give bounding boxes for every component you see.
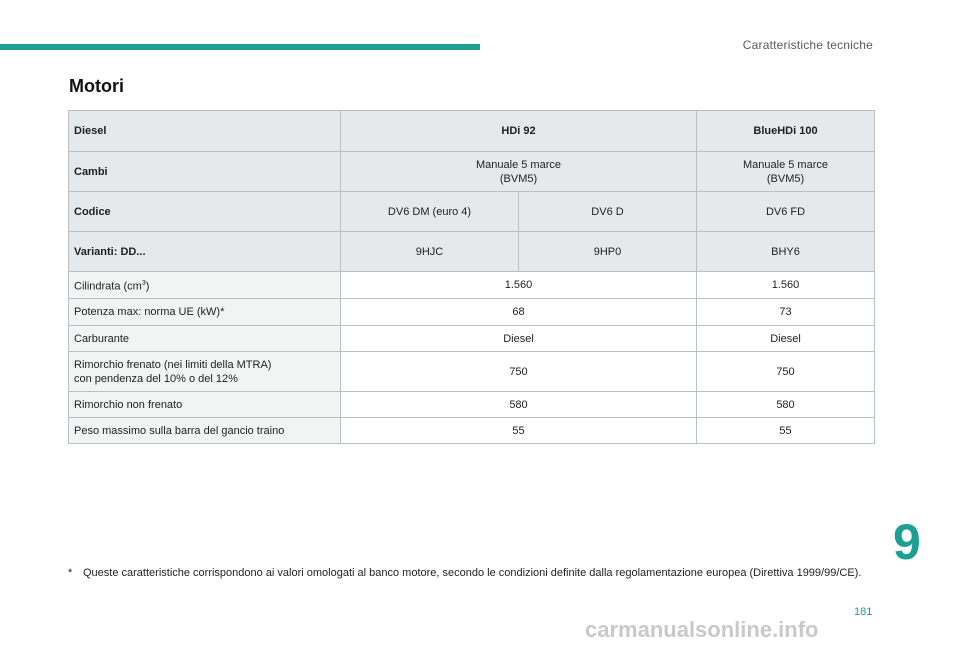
- page-number: 181: [854, 606, 873, 618]
- row-label: Rimorchio non frenato: [69, 392, 341, 418]
- table-cell: DV6 D: [519, 192, 697, 232]
- table-cell: HDi 92: [341, 111, 697, 152]
- row-label: Diesel: [69, 111, 341, 152]
- table-cell: BHY6: [697, 232, 875, 272]
- table-cell: 750: [341, 352, 697, 392]
- row-label: Varianti: DD...: [69, 232, 341, 272]
- table-row: [69, 392, 875, 418]
- table-row: [69, 152, 875, 192]
- row-label: Rimorchio frenato (nei limiti della MTRA) con pendenza del 10% o del 12%: [69, 352, 341, 392]
- table-row: [69, 352, 875, 392]
- table-row: [69, 326, 875, 352]
- table-cell: 73: [697, 299, 875, 326]
- row-label-text-end: ): [145, 280, 150, 293]
- table-cell: 750: [697, 352, 875, 392]
- footnote: [68, 565, 874, 581]
- table-cell: 9HP0: [519, 232, 697, 272]
- watermark: carmanualsonline.info: [585, 617, 819, 642]
- table-row: [69, 272, 875, 299]
- table-row: [69, 418, 875, 444]
- row-label: [69, 272, 341, 299]
- row-label-text: Cilindrata (cm: [74, 280, 142, 293]
- table-cell: DV6 FD: [697, 192, 875, 232]
- table-cell: DV6 DM (euro 4): [341, 192, 519, 232]
- table-cell: 55: [697, 418, 875, 444]
- table-row: [69, 192, 875, 232]
- table-row: [69, 111, 875, 152]
- table-cell: 1.560: [697, 272, 875, 299]
- row-label: Potenza max: norma UE (kW)*: [69, 299, 341, 326]
- table-cell: Manuale 5 marce (BVM5): [341, 152, 697, 192]
- table-cell: Diesel: [697, 326, 875, 352]
- footnote-marker: *: [68, 567, 73, 579]
- row-label-superscript: 3: [141, 279, 146, 287]
- row-label: Codice: [69, 192, 341, 232]
- row-label: Cambi: [69, 152, 341, 192]
- header-accent-bar: [0, 44, 480, 50]
- table-cell: 68: [341, 299, 697, 326]
- table-cell: 1.560: [341, 272, 697, 299]
- table-row: [69, 299, 875, 326]
- table-cell: 9HJC: [341, 232, 519, 272]
- page-title: Motori: [69, 76, 124, 96]
- table-cell: Diesel: [341, 326, 697, 352]
- engine-spec-table: [68, 110, 875, 444]
- chapter-number: 9: [893, 514, 921, 570]
- table-cell: 580: [697, 392, 875, 418]
- table-cell: 580: [341, 392, 697, 418]
- table-cell: 55: [341, 418, 697, 444]
- row-label: Carburante: [69, 326, 341, 352]
- table-row: [69, 232, 875, 272]
- row-label: Peso massimo sulla barra del gancio traino: [69, 418, 341, 444]
- footnote-text: Queste caratteristiche corrispondono ai valori omologati al banco motore, secondo le condizioni definite dalla regolamentazione europea (Direttiva 1999/99/CE).: [83, 567, 862, 579]
- table-cell: Manuale 5 marce (BVM5): [697, 152, 875, 192]
- section-header: Caratteristiche tecniche: [742, 38, 873, 52]
- table-cell: BlueHDi 100: [697, 111, 875, 152]
